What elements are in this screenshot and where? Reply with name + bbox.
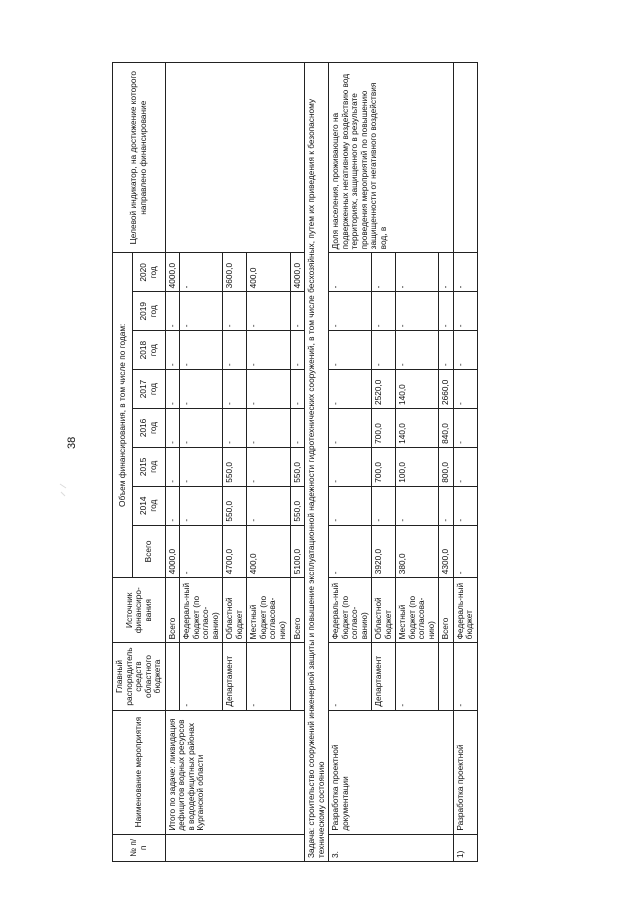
manager-cell: - <box>396 643 439 710</box>
year-cell: - <box>180 253 223 292</box>
year-cell: 800,0 <box>439 447 454 486</box>
manager-cell: - <box>180 643 223 710</box>
rotated-table-container <box>112 62 596 862</box>
row-no-cell: 1) <box>453 834 477 861</box>
year-cell: 840,0 <box>439 408 454 447</box>
manager-cell: - <box>453 643 477 710</box>
header-total: Всего <box>132 525 165 578</box>
year-cell: - <box>453 253 477 292</box>
funding-table <box>112 62 478 862</box>
year-cell: - <box>290 408 305 447</box>
year-cell: - <box>453 447 477 486</box>
source-cell: Федераль-ный бюджет <box>453 578 477 643</box>
header-year: 2015 год <box>132 447 165 486</box>
year-cell: 140,0 <box>396 408 439 447</box>
year-cell: 140,0 <box>396 370 439 409</box>
year-cell: - <box>223 370 247 409</box>
header-year: 2020 год <box>132 253 165 292</box>
year-cell: 100,0 <box>396 447 439 486</box>
source-cell: Местный бюджет (по согласова-нию) <box>396 578 439 643</box>
total-cell: 3920,0 <box>372 525 396 578</box>
year-cell: - <box>439 331 454 370</box>
year-cell: 700,0 <box>372 408 396 447</box>
row-no-cell <box>165 834 304 861</box>
year-cell: - <box>329 447 372 486</box>
total-cell: - <box>453 525 477 578</box>
source-cell: Всего <box>290 578 305 643</box>
year-cell: - <box>247 331 290 370</box>
manager-cell: - <box>329 643 372 710</box>
total-cell: 5100,0 <box>290 525 305 578</box>
year-cell: - <box>439 292 454 331</box>
source-cell: Федераль-ный бюджет (по согласо-ванию) <box>329 578 372 643</box>
year-cell: - <box>165 331 180 370</box>
source-cell: Областной бюджет <box>372 578 396 643</box>
year-cell: - <box>453 370 477 409</box>
task-row <box>305 63 329 862</box>
year-cell: - <box>165 486 180 525</box>
year-cell: - <box>329 486 372 525</box>
header-funding: Объем финансирования, в том числе по годам: <box>113 253 133 578</box>
year-cell: - <box>223 292 247 331</box>
header-year: 2017 год <box>132 370 165 409</box>
year-cell: - <box>453 486 477 525</box>
page-number: 38 <box>66 436 78 449</box>
manager-cell <box>165 643 180 710</box>
year-cell: - <box>247 292 290 331</box>
manager-cell <box>439 643 454 710</box>
year-cell: - <box>180 292 223 331</box>
source-cell: Местный бюджет (по согласова-нию) <box>247 578 290 643</box>
header-no: № п/п <box>113 834 166 861</box>
year-cell: - <box>329 253 372 292</box>
indicator-cell <box>453 63 477 253</box>
manager-cell <box>290 643 305 710</box>
year-cell: - <box>453 408 477 447</box>
year-cell: - <box>247 370 290 409</box>
header-year: 2018 год <box>132 331 165 370</box>
year-cell: 550,0 <box>290 486 305 525</box>
year-cell: - <box>180 447 223 486</box>
table-row <box>453 63 477 862</box>
header-year: 2016 год <box>132 408 165 447</box>
year-cell: - <box>372 331 396 370</box>
year-cell: - <box>329 370 372 409</box>
year-cell: - <box>453 292 477 331</box>
total-cell: 400,0 <box>247 525 290 578</box>
manager-cell: Департамент <box>372 643 396 710</box>
year-cell: - <box>372 292 396 331</box>
year-cell: 550,0 <box>223 447 247 486</box>
year-cell: - <box>439 486 454 525</box>
year-cell: - <box>165 370 180 409</box>
year-cell: - <box>180 408 223 447</box>
year-cell: - <box>247 408 290 447</box>
year-cell: 550,0 <box>223 486 247 525</box>
task-text: Задача: строительство сооружений инженерной защиты и повышение эксплуатационной надежности гидротехнических сооружений, в том числе бесхозяйных, путем их приведения к безопасному техническому состоянию <box>305 63 329 862</box>
year-cell: - <box>290 331 305 370</box>
year-cell: 700,0 <box>372 447 396 486</box>
year-cell: - <box>290 370 305 409</box>
year-cell: - <box>165 292 180 331</box>
header-year: 2019 год <box>132 292 165 331</box>
year-cell: 4000,0 <box>165 253 180 292</box>
table-row <box>165 63 180 862</box>
manager-cell: Департамент <box>223 643 247 710</box>
year-cell: - <box>372 253 396 292</box>
year-cell: - <box>165 447 180 486</box>
source-cell: Всего <box>439 578 454 643</box>
year-cell: - <box>372 486 396 525</box>
total-cell: 4300,0 <box>439 525 454 578</box>
header-source: Источник финансиро-вания <box>113 578 166 643</box>
year-cell: 400,0 <box>247 253 290 292</box>
year-cell: - <box>396 253 439 292</box>
row-no-cell: 3. <box>329 834 454 861</box>
header-year: 2014 год <box>132 486 165 525</box>
total-cell: 4700,0 <box>223 525 247 578</box>
activity-name: Разработка проектной документации <box>329 710 454 834</box>
year-cell: 3600,0 <box>223 253 247 292</box>
source-cell: Всего <box>165 578 180 643</box>
year-cell: 2520,0 <box>372 370 396 409</box>
year-cell: - <box>165 408 180 447</box>
scan-speck <box>58 482 68 500</box>
source-cell: Областной бюджет <box>223 578 247 643</box>
year-cell: - <box>223 331 247 370</box>
manager-cell: - <box>247 643 290 710</box>
header-manager: Главный распорядитель средств областного бюджета <box>113 643 166 710</box>
activity-name: Разработка проектной <box>453 710 477 834</box>
year-cell: - <box>180 486 223 525</box>
total-cell: - <box>180 525 223 578</box>
year-cell: - <box>329 331 372 370</box>
total-cell: 380,0 <box>396 525 439 578</box>
year-cell: - <box>329 408 372 447</box>
indicator-cell <box>165 63 304 253</box>
indicator-cell: Доля населения, проживающего на подверженных негативному воздействию вод территориях, защищенного в результате проведения мероприятий по повышению защищенности от негативного воздействия вод, в <box>329 63 454 253</box>
year-cell: - <box>396 292 439 331</box>
total-cell: - <box>329 525 372 578</box>
header-indicator: Целевой индикатор, на достижение которого направлено финансирование <box>113 63 166 253</box>
source-cell: Федераль-ный бюджет (по согласо-ванию) <box>180 578 223 643</box>
year-cell: - <box>247 486 290 525</box>
year-cell: - <box>180 331 223 370</box>
year-cell: - <box>329 292 372 331</box>
year-cell: 4000,0 <box>290 253 305 292</box>
year-cell: - <box>290 292 305 331</box>
year-cell: 2660,0 <box>439 370 454 409</box>
task-total-name: Итого по задаче: ликвидация дефицитов водных ресурсов в вододефицитных районах Курганской области <box>165 710 304 834</box>
year-cell: - <box>453 331 477 370</box>
year-cell: - <box>396 331 439 370</box>
year-cell: - <box>180 370 223 409</box>
year-cell: 550,0 <box>290 447 305 486</box>
header-name: Наименование мероприятия <box>113 710 166 834</box>
year-cell: - <box>396 486 439 525</box>
year-cell: - <box>247 447 290 486</box>
total-cell: 4000,0 <box>165 525 180 578</box>
year-cell: - <box>223 408 247 447</box>
year-cell: - <box>439 253 454 292</box>
table-row <box>329 63 372 862</box>
